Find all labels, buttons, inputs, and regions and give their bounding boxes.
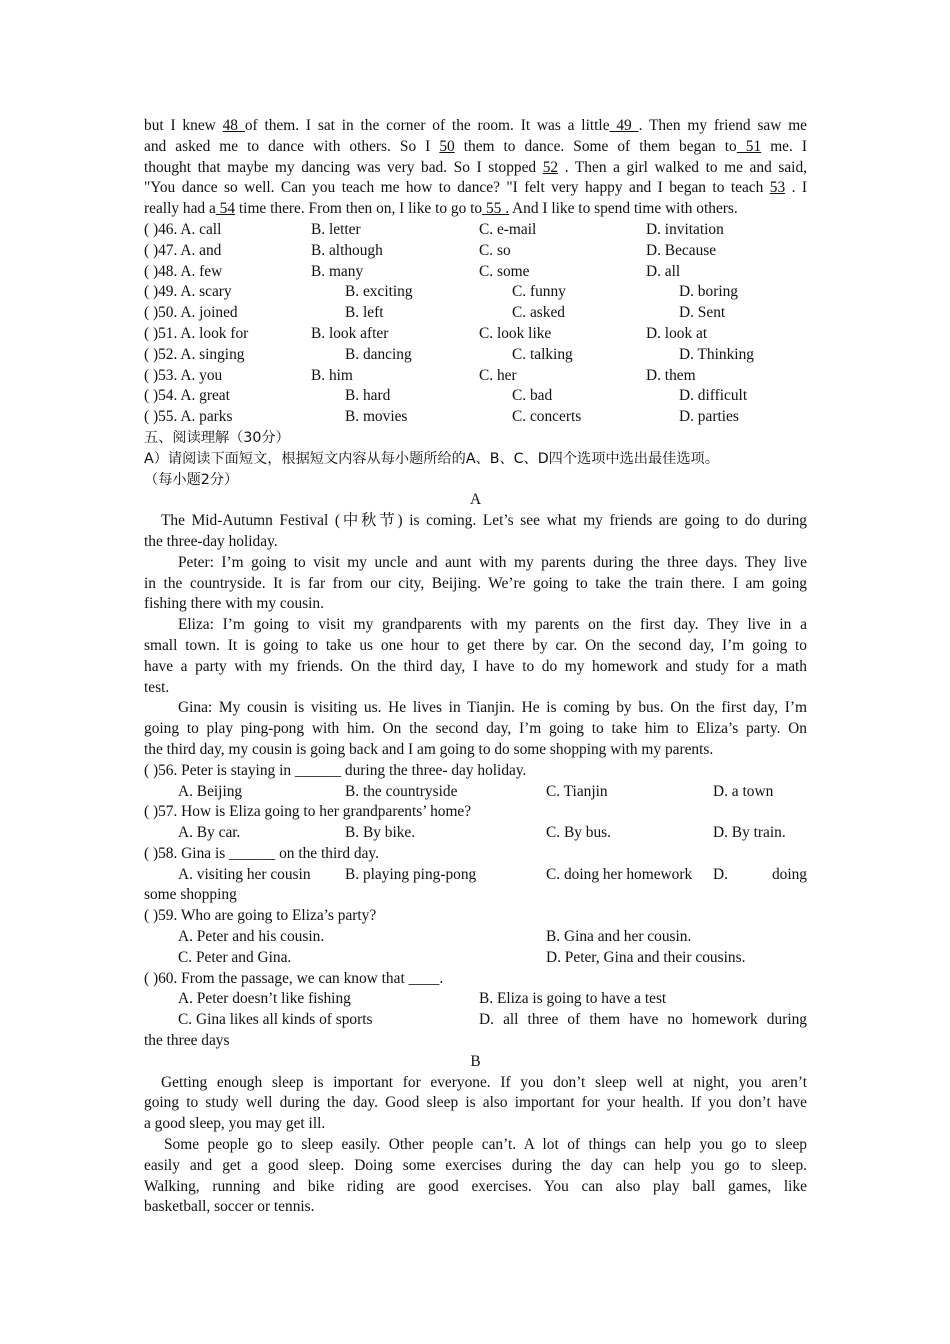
blank-number: 49 xyxy=(609,117,639,134)
blank-number: 50 xyxy=(439,137,455,155)
option-a: A. By car. xyxy=(178,824,241,842)
cloze-questions xyxy=(144,220,807,428)
option-d: D. a town xyxy=(713,782,774,800)
option-d: D. parties xyxy=(679,408,739,426)
option-c: C. talking xyxy=(512,345,573,363)
option-d: D. xyxy=(713,865,728,883)
option-c: C. By bus. xyxy=(546,824,611,842)
cloze-question-row xyxy=(144,407,807,428)
option-c: C. Tianjin xyxy=(546,782,608,800)
cloze-question-row xyxy=(144,303,807,324)
option-b: B. By bike. xyxy=(345,824,416,842)
instructions: A）请阅读下面短文，根据短文内容从每小题所给的A、B、C、D四个选项中选出最佳选项。 xyxy=(144,450,719,467)
option-d: D. By train. xyxy=(713,824,786,842)
cloze-question-row xyxy=(144,386,807,407)
question-stem: ( )47. A. and xyxy=(144,241,222,259)
gina-paragraph: going to play ping-pong with him. On the second day, I’m going to take him to Eliza’s party. On xyxy=(144,720,807,738)
cloze-passage-line: really had a 54 time there. From then on, I like to go to 55 . And I like to spend time with others. xyxy=(144,200,738,218)
cloze-passage-line: "You dance so well. Can you teach me how to dance? "I felt very happy and I began to teach 53 . I xyxy=(144,179,807,197)
peter-paragraph: fishing there with my cousin. xyxy=(144,595,324,613)
question-stem: ( )50. A. joined xyxy=(144,304,238,322)
option-b: B. letter xyxy=(311,220,361,238)
question-stem: ( )46. A. call xyxy=(144,220,222,238)
option-c: C. concerts xyxy=(512,408,582,426)
blank-number: 54 xyxy=(215,200,236,218)
question-57-options xyxy=(144,823,807,844)
option-b: B. exciting xyxy=(345,283,413,301)
option-a: A. Beijing xyxy=(178,782,243,800)
cloze-question-row xyxy=(144,345,807,366)
cloze-question-row xyxy=(144,324,807,345)
question-stem: ( )52. A. singing xyxy=(144,345,245,363)
option-a: A. visiting her cousin xyxy=(178,865,311,883)
option-b: B. playing ping-pong xyxy=(345,865,477,883)
option-b: B. although xyxy=(311,241,383,259)
blank-number: 53 xyxy=(769,179,786,197)
question-58-option-d-continued: some shopping xyxy=(144,886,237,904)
question-56-options xyxy=(144,782,807,803)
question-57: ( )57. How is Eliza going to her grandparents’ home? xyxy=(144,803,472,821)
option-d: D. difficult xyxy=(679,387,748,405)
option-b: B. dancing xyxy=(345,345,412,363)
section-title: 五、阅读理解（30分） xyxy=(144,429,290,446)
passage-b-paragraph: basketball, soccer or tennis. xyxy=(144,1198,315,1216)
question-stem: ( )51. A. look for xyxy=(144,324,249,342)
question-stem: ( )54. A. great xyxy=(144,387,230,405)
option-d: D. look at xyxy=(646,324,708,342)
blank-number: 55 . xyxy=(482,200,510,218)
question-59-options xyxy=(144,927,807,948)
passage-b-paragraph: a good sleep, you may get ill. xyxy=(144,1115,326,1133)
option-b: B. look after xyxy=(311,324,389,342)
instructions-points: （每小题2分） xyxy=(144,471,239,488)
option-a: A. Peter doesn’t like fishing xyxy=(178,990,351,1008)
eliza-paragraph: Eliza: I’m going to visit my grandparents with my parents on the first day. They live in a xyxy=(178,616,807,634)
option-c: C. so xyxy=(479,241,511,259)
option-c: C. bad xyxy=(512,387,553,405)
option-d: D. all three of them have no homework during xyxy=(479,1011,807,1029)
option-b: B. many xyxy=(311,262,364,280)
cloze-question-row xyxy=(144,220,807,241)
gina-paragraph: Gina: My cousin is visiting us. He lives in Tianjin. He is coming by bus. On the first day, I’m xyxy=(178,699,807,717)
question-stem: ( )49. A. scary xyxy=(144,283,232,301)
option-b: B. the countryside xyxy=(345,782,458,800)
question-60-option-d-continued: the three days xyxy=(144,1032,230,1050)
option-d: D. invitation xyxy=(646,220,724,238)
cloze-question-row xyxy=(144,241,807,262)
peter-paragraph: Peter: I’m going to visit my uncle and aunt with my parents during the three days. They live xyxy=(178,553,807,571)
question-60-options xyxy=(144,989,807,1010)
option-d: D. Thinking xyxy=(679,345,754,363)
passage-b-label: B xyxy=(470,1052,481,1070)
passage-b-paragraph: Getting enough sleep is important for everyone. If you don’t sleep well at night, you aren’t xyxy=(161,1073,807,1091)
cloze-question-row xyxy=(144,282,807,303)
option-b: B. him xyxy=(311,366,353,384)
option-c: C. doing her homework xyxy=(546,865,693,883)
eliza-paragraph: small town. It is going to take us one hour to get there by car. On the second day, I’m going to xyxy=(144,636,807,654)
passage-b-paragraph: going to study well during the day. Good sleep is also important for your health. If you don’t have xyxy=(144,1094,807,1112)
option-d: D. Sent xyxy=(679,304,726,322)
option-a: A. Peter and his cousin. xyxy=(178,928,325,946)
option-d: D. Because xyxy=(646,241,717,259)
passage-a-intro: the three-day holiday. xyxy=(144,532,278,550)
cloze-passage xyxy=(144,116,807,220)
option-c: C. her xyxy=(479,366,517,384)
passage-b-paragraph: easily and get a good sleep. Doing some exercises during the day can help you go to sleep. xyxy=(144,1156,807,1174)
gina-paragraph: the third day, my cousin is going back and I am going to do some shopping with my parents. xyxy=(144,740,714,758)
question-59-options xyxy=(144,948,807,969)
passage-b-paragraph: Some people go to sleep easily. Other people can’t. A lot of things can help you go to sleep xyxy=(164,1136,807,1154)
exam-page xyxy=(144,116,807,1218)
option-b: B. Eliza is going to have a test xyxy=(479,990,667,1008)
option-d-text: doing xyxy=(771,865,807,883)
question-stem: ( )48. A. few xyxy=(144,262,223,280)
option-b: B. movies xyxy=(345,408,408,426)
question-59: ( )59. Who are going to Eliza’s party? xyxy=(144,907,377,925)
option-c: C. e-mail xyxy=(479,220,537,238)
blank-number: 48 xyxy=(222,117,245,134)
question-60: ( )60. From the passage, we can know that ____. xyxy=(144,969,444,987)
cloze-question-row xyxy=(144,366,807,387)
cloze-passage-line: thought that maybe my dancing was very bad. So I stopped 52 . Then a girl walked to me and said, xyxy=(144,158,807,176)
option-d: D. Peter, Gina and their cousins. xyxy=(546,948,746,966)
option-c: C. Gina likes all kinds of sports xyxy=(178,1011,373,1029)
option-c: C. look like xyxy=(479,324,552,342)
passage-b-paragraph: Walking, running and bike riding are good exercises. You can also play ball games, like xyxy=(144,1177,807,1195)
question-56: ( )56. Peter is staying in ______ during the three- day holiday. xyxy=(144,761,527,779)
cloze-passage-line: but I knew 48 of them. I sat in the corner of the room. It was a little 49 . Then my friend saw me xyxy=(144,117,807,134)
option-c: C. funny xyxy=(512,283,566,301)
blank-number: 51 xyxy=(736,137,762,155)
option-b: B. hard xyxy=(345,387,391,405)
eliza-paragraph: have a party with my friends. On the third day, I have to do my homework and study for a math xyxy=(144,657,807,675)
passage-a-intro: The Mid-Autumn Festival (中秋节) is coming. Let’s see what my friends are going to do during xyxy=(161,512,807,530)
peter-paragraph: in the countryside. It is far from our city, Beijing. We’re going to take the train there. I am going xyxy=(144,574,807,592)
option-c: C. asked xyxy=(512,304,566,322)
passage-a-label: A xyxy=(469,491,482,509)
question-60-options xyxy=(144,1010,807,1031)
option-d: D. boring xyxy=(679,283,738,301)
option-c: C. some xyxy=(479,262,530,280)
cloze-passage-line: and asked me to dance with others. So I 50 them to dance. Some of them began to 51 me. I xyxy=(144,137,807,155)
question-stem: ( )53. A. you xyxy=(144,366,223,384)
option-d: D. all xyxy=(646,262,681,280)
blank-number: 52 xyxy=(542,158,559,176)
option-c: C. Peter and Gina. xyxy=(178,948,292,966)
option-b: B. Gina and her cousin. xyxy=(546,928,692,946)
question-58-options xyxy=(144,865,807,886)
question-stem: ( )55. A. parks xyxy=(144,408,233,426)
cloze-question-row xyxy=(144,262,807,283)
option-d: D. them xyxy=(646,366,696,384)
question-58: ( )58. Gina is ______ on the third day. xyxy=(144,844,379,862)
eliza-paragraph: test. xyxy=(144,678,170,696)
option-b: B. left xyxy=(345,304,384,322)
